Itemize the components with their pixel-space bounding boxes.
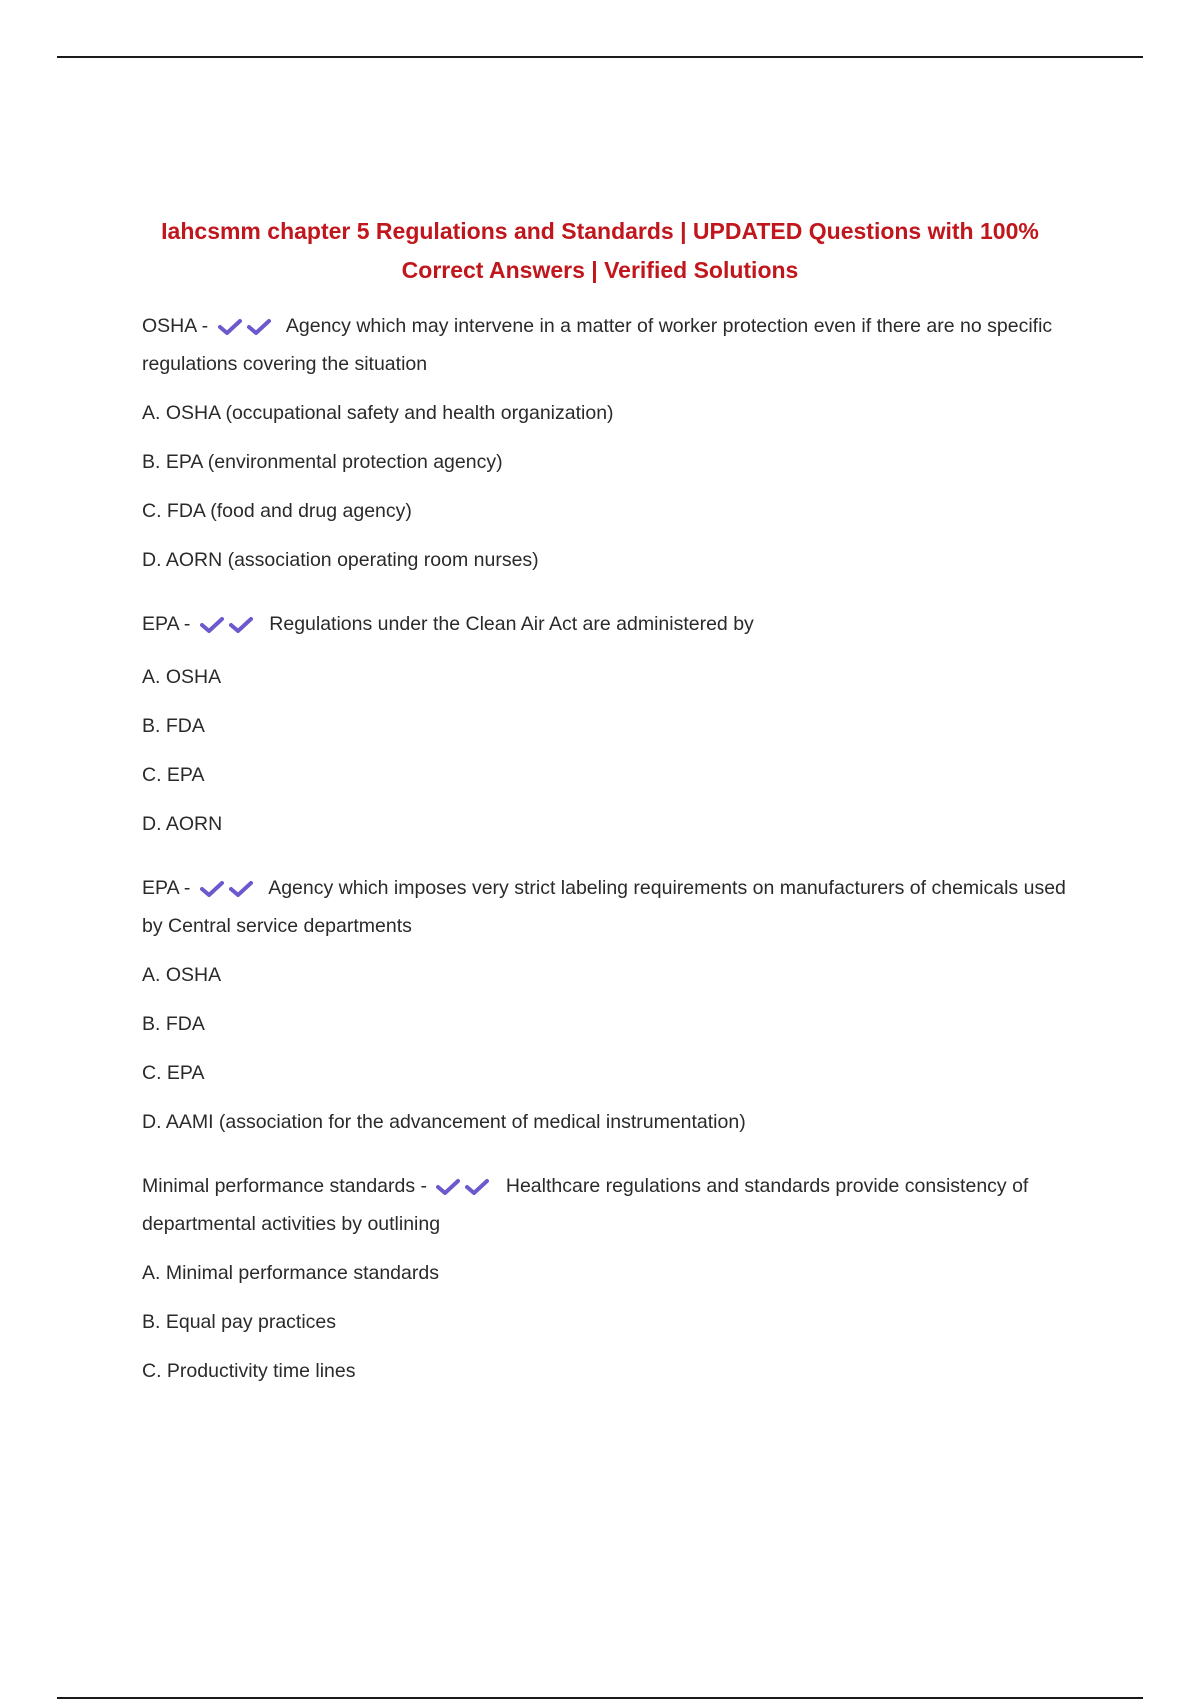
option-d: D. AAMI (association for the advancement of medical instrumentation) xyxy=(142,1111,746,1133)
double-check-icon xyxy=(200,611,258,645)
question-list xyxy=(142,309,1072,1418)
question-prompt: Agency which imposes very strict labeling requirements on manufacturers of chemicals used by Central service departments xyxy=(142,877,1066,937)
question-prompt: Healthcare regulations and standards provide consistency of departmental activities by outlining xyxy=(142,1175,1029,1235)
option-c: C. FDA (food and drug agency) xyxy=(142,500,412,522)
option-b: B. FDA xyxy=(142,1013,205,1035)
question-text xyxy=(142,1169,1072,1241)
option-d: D. AORN (association operating room nurses) xyxy=(142,549,539,571)
double-check-icon xyxy=(218,313,276,347)
answer-label: Minimal performance standards - xyxy=(142,1175,428,1197)
option-a: A. OSHA (occupational safety and health organization) xyxy=(142,402,614,424)
option-b: B. FDA xyxy=(142,715,205,737)
document-title xyxy=(130,212,1070,290)
question-3 xyxy=(142,871,1072,1139)
title-line-1: Iahcsmm chapter 5 Regulations and Standards | UPDATED Questions with 100% xyxy=(161,218,1039,244)
answer-label: EPA - xyxy=(142,613,191,635)
question-2 xyxy=(142,607,1072,841)
question-prompt: Regulations under the Clean Air Act are administered by xyxy=(269,613,754,635)
answer-label: OSHA - xyxy=(142,315,209,337)
answer-label: EPA - xyxy=(142,877,191,899)
option-a: A. OSHA xyxy=(142,666,222,688)
double-check-icon xyxy=(200,875,258,909)
double-check-icon xyxy=(436,1173,494,1207)
question-text xyxy=(142,871,1072,943)
question-4 xyxy=(142,1169,1072,1388)
question-text xyxy=(142,309,1072,381)
bottom-rule xyxy=(57,1697,1143,1699)
question-text xyxy=(142,607,1072,645)
option-c: C. Productivity time lines xyxy=(142,1360,356,1382)
question-1 xyxy=(142,309,1072,577)
option-d: D. AORN xyxy=(142,813,223,835)
option-b: B. Equal pay practices xyxy=(142,1311,337,1333)
question-prompt: Agency which may intervene in a matter of worker protection even if there are no specific regulations covering the situation xyxy=(142,315,1053,375)
option-a: A. OSHA xyxy=(142,964,222,986)
option-b: B. EPA (environmental protection agency) xyxy=(142,451,503,473)
option-c: C. EPA xyxy=(142,1062,205,1084)
option-a: A. Minimal performance standards xyxy=(142,1262,439,1284)
option-c: C. EPA xyxy=(142,764,205,786)
top-rule xyxy=(57,56,1143,58)
title-line-2: Correct Answers | Verified Solutions xyxy=(401,257,799,283)
